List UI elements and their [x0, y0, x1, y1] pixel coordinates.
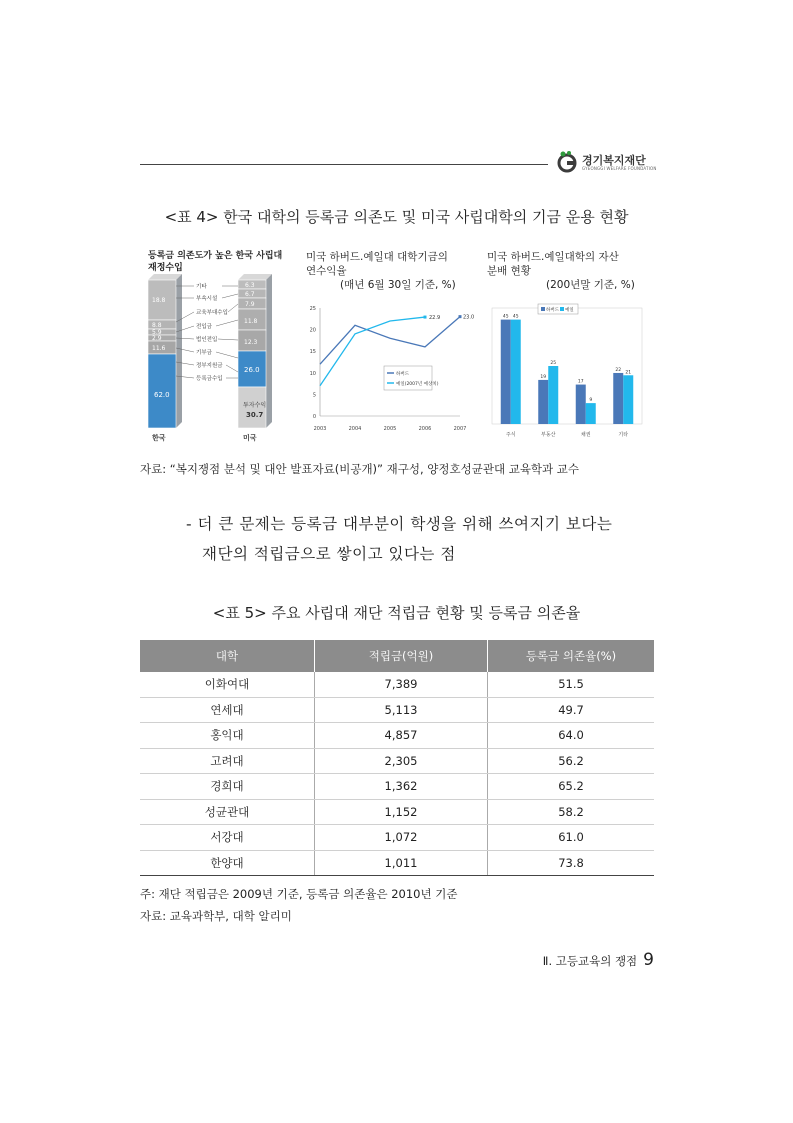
bar-value-label: 21	[625, 370, 632, 376]
us-value-label: 26.0	[244, 366, 260, 374]
table-cell: 51.5	[488, 672, 655, 697]
panel3-heading-line2: 분배 현황	[487, 265, 531, 277]
table-cell: 고려대	[140, 748, 315, 774]
panel2-heading-line1: 미국 하버드.예일대 대학기금의	[306, 251, 448, 263]
table-cell: 4,857	[315, 723, 488, 749]
us-invest-label: 투자수익	[243, 402, 267, 409]
korea-value-label: 5.9	[152, 329, 162, 336]
table-title: <표 5> 주요 사립대 재단 적립금 현황 및 등록금 의존율	[212, 604, 581, 622]
table-row	[140, 748, 654, 774]
table-cell: 2,305	[315, 748, 488, 774]
table-cell: 56.2	[488, 748, 655, 774]
bar-value-label: 17	[577, 379, 584, 385]
table-cell: 49.7	[488, 697, 655, 723]
table-row	[140, 723, 654, 749]
revenue-category-label: 등록금수입	[196, 376, 223, 382]
bullet-line1: - 더 큰 문제는 등록금 대부분이 학생을 위해 쓰여지기 보다는	[186, 515, 613, 533]
page-number: 9	[643, 950, 654, 970]
panel1-heading-line1: 등록금 의존도가 높은 한국 사립대	[148, 251, 283, 261]
endowment-return-line-chart	[304, 300, 476, 442]
x-tick-label: 2003	[313, 426, 327, 432]
table-cell: 5,113	[315, 697, 488, 723]
us-value-label: 11.8	[244, 318, 258, 325]
x-label-korea: 한국	[152, 434, 166, 442]
bar	[586, 403, 596, 424]
revenue-category-label: 부속시설	[196, 296, 218, 302]
bar	[511, 320, 521, 424]
bar-value-label: 19	[540, 374, 547, 380]
table-cell: 1,362	[315, 774, 488, 800]
us-value-label: 7.9	[245, 301, 255, 308]
bar-value-label: 25	[550, 361, 557, 366]
point-label: 23.0	[463, 314, 475, 321]
bar	[501, 320, 511, 424]
panel1-heading-line2: 재정수입	[148, 263, 183, 273]
logo-text: 경기복지재단	[582, 154, 646, 167]
foundation-logo-icon	[556, 150, 578, 174]
table-header-cell: 적립금(억원)	[315, 640, 488, 672]
us-value-label: 12.3	[244, 339, 258, 346]
table-cell: 65.2	[488, 774, 655, 800]
legend-label: 예일	[565, 308, 574, 313]
y-tick-label: 15	[309, 349, 316, 356]
category-label: 기타	[618, 432, 629, 438]
table-row	[140, 697, 654, 723]
table-cell: 이화여대	[140, 672, 315, 697]
korea-value-label: 11.6	[152, 345, 166, 352]
korea-value-label: 18.8	[152, 297, 166, 304]
table-cell: 경희대	[140, 774, 315, 800]
page-footer	[543, 950, 654, 970]
category-label: 부동산	[541, 432, 556, 438]
legend-label: 하버드	[546, 308, 560, 313]
table-cell: 성균관대	[140, 799, 315, 825]
table-cell: 61.0	[488, 825, 655, 851]
y-tick-label: 10	[309, 370, 316, 377]
table-cell: 연세대	[140, 697, 315, 723]
revenue-category-label: 전입금	[196, 324, 212, 330]
x-label-us: 미국	[243, 434, 257, 442]
asset-allocation-bar-chart	[486, 298, 648, 444]
table-header-cell: 등록금 의존율(%)	[488, 640, 655, 672]
y-tick-label: 5	[312, 392, 316, 399]
figure-source: 자료: “복지쟁점 분석 및 대안 발표자료(비공개)” 재구성, 양정호성균관대 교육학과 교수	[140, 462, 580, 476]
figure-title: <표 4> 한국 대학의 등록금 의존도 및 미국 사립대학의 기금 운용 현황	[164, 208, 629, 226]
revenue-category-label: 정부지원금	[196, 363, 223, 369]
bar	[613, 373, 623, 424]
legend-label: 하버드	[396, 372, 410, 377]
bar	[538, 380, 548, 424]
bar-value-label: 45	[502, 314, 509, 320]
point-label: 22.9	[429, 315, 441, 322]
revenue-stacked-chart	[142, 272, 302, 444]
foundation-logo	[556, 150, 666, 176]
y-tick-label: 25	[309, 306, 316, 312]
panel3-subheading: (200년말 기준, %)	[546, 279, 635, 291]
korea-value-label: 2.9	[152, 335, 162, 342]
bar	[548, 366, 558, 424]
category-label: 채권	[580, 432, 591, 438]
x-tick-label: 2005	[383, 426, 397, 432]
panel3-heading-line1: 미국 하버드.예일대학의 자산	[487, 251, 619, 263]
category-label: 주식	[505, 432, 516, 438]
bullet-line2: 재단의 적립금으로 쌓이고 있다는 점	[202, 545, 456, 563]
series-line	[320, 317, 460, 365]
table-cell: 1,072	[315, 825, 488, 851]
table-note: 주: 재단 적립금은 2009년 기준, 등록금 의존율은 2010년 기준	[140, 887, 458, 901]
table-row	[140, 672, 654, 697]
table-row	[140, 799, 654, 825]
table-row	[140, 825, 654, 851]
table-cell: 64.0	[488, 723, 655, 749]
bar	[576, 385, 586, 424]
table-header-row	[140, 640, 654, 672]
table-source: 자료: 교육과학부, 대학 알리미	[140, 909, 292, 923]
data-point	[459, 315, 462, 318]
table-row	[140, 850, 654, 876]
bar-value-label: 22	[615, 367, 622, 373]
panel2-heading-line2: 연수익율	[306, 265, 347, 277]
us-value-label: 6.7	[245, 291, 255, 298]
footer-section: Ⅱ. 고등교육의 쟁점	[542, 954, 638, 968]
table-cell: 1,152	[315, 799, 488, 825]
header-rule	[140, 164, 548, 165]
bar-value-label: 45	[512, 314, 519, 320]
x-tick-label: 2006	[418, 426, 432, 432]
bar-value-label: 9	[589, 398, 593, 404]
data-point	[424, 316, 427, 319]
revenue-category-label: 법인전입	[196, 337, 218, 343]
legend-swatch	[541, 307, 545, 311]
reserve-fund-table	[140, 640, 654, 876]
revenue-category-label: 기타	[196, 284, 207, 290]
korea-value-label: 62.0	[154, 391, 170, 399]
table-cell: 홍익대	[140, 723, 315, 749]
table-cell: 1,011	[315, 850, 488, 876]
us-value-label: 30.7	[246, 411, 264, 419]
x-tick-label: 2007	[453, 426, 467, 432]
table-cell: 서강대	[140, 825, 315, 851]
y-tick-label: 0	[312, 414, 316, 420]
table-cell: 7,389	[315, 672, 488, 697]
panel2-subheading: (매년 6월 30일 기준, %)	[340, 279, 456, 291]
table-cell: 73.8	[488, 850, 655, 876]
logo-subtext: GYEONGGI WELFARE FOUNDATION	[582, 166, 657, 171]
revenue-category-label: 교육부대수입	[196, 310, 228, 316]
table-header-cell: 대학	[140, 640, 315, 672]
revenue-category-label: 기부금	[196, 350, 212, 356]
bar	[623, 375, 633, 424]
y-tick-label: 20	[309, 327, 316, 334]
table-cell: 58.2	[488, 799, 655, 825]
legend-label: 예일(2007년 예상치)	[396, 382, 439, 387]
legend-swatch	[560, 307, 564, 311]
table-row	[140, 774, 654, 800]
us-value-label: 6.3	[245, 282, 255, 289]
korea-value-label: 8.8	[152, 322, 162, 329]
x-tick-label: 2004	[348, 426, 362, 432]
table-cell: 한양대	[140, 850, 315, 876]
